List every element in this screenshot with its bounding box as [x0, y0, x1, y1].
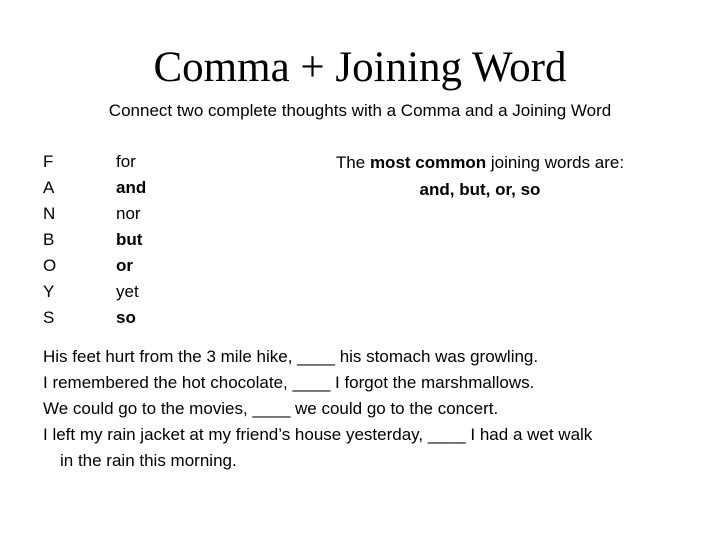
joining-word: for — [116, 152, 136, 171]
fanboys-letter: O — [43, 256, 57, 275]
practice-sentence: I left my rain jacket at my friend’s house yesterday, ____ I had a wet walk — [43, 425, 593, 444]
practice-sentence-continuation: in the rain this morning. — [60, 451, 237, 470]
joining-word: nor — [116, 204, 141, 223]
fanboys-letter: A — [43, 178, 55, 197]
joining-word: yet — [116, 282, 139, 301]
fanboys-letter: B — [43, 230, 55, 249]
joining-word-common: or — [116, 256, 133, 275]
fanboys-letter: Y — [43, 282, 55, 301]
note-suffix: joining words are: — [486, 153, 625, 172]
practice-sentences — [43, 344, 683, 474]
fanboys-letter: N — [43, 204, 56, 223]
note-line — [300, 149, 660, 176]
joining-word-common: but — [116, 230, 143, 249]
fanboys-letter: F — [43, 152, 54, 171]
note-emphasis: most common — [369, 153, 487, 172]
fanboys-words-column — [116, 149, 146, 331]
common-words-note — [300, 149, 660, 203]
fanboys-letters-column — [43, 149, 56, 331]
practice-sentence: I remembered the hot chocolate, ____ I forgot the marshmallows. — [43, 373, 535, 392]
joining-word-common: so — [116, 308, 136, 327]
slide-subtitle: Connect two complete thoughts with a Comma and a Joining Word — [108, 101, 612, 120]
practice-sentence: We could go to the movies, ____ we could go to the concert. — [43, 399, 499, 418]
joining-word-common: and — [116, 178, 147, 197]
slide-title: Comma + Joining Word — [153, 44, 567, 91]
fanboys-letter: S — [43, 308, 55, 327]
practice-sentence: His feet hurt from the 3 mile hike, ____ his stomach was growling. — [43, 347, 539, 366]
note-prefix: The — [335, 153, 370, 172]
common-words-list: and, but, or, so — [419, 180, 541, 199]
